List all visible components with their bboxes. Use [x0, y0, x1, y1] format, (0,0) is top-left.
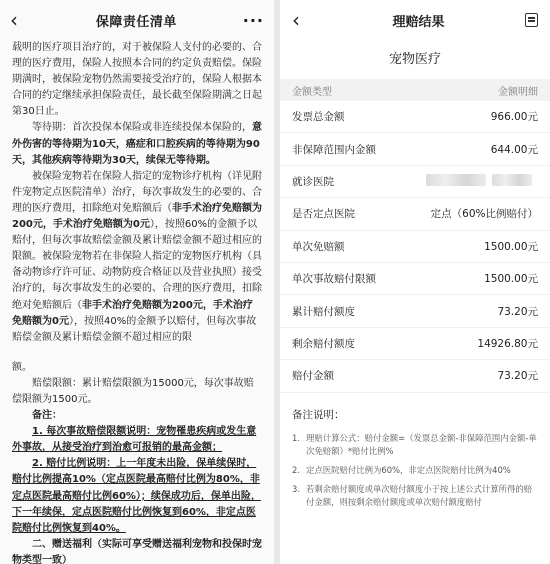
table-row [280, 101, 550, 133]
row-label: 非保障范围内金额 [292, 143, 376, 156]
right-header [280, 0, 550, 40]
back-icon[interactable]: ‹ [10, 8, 18, 32]
note-2: 2. 赔付比例说明：上一年度未出险，保单续保时，赔付比例提高10%（定点医院最高赔付比例为80%，非定点医院最高赔付比例60%）；续保成功后，保单出险，下一年续保，定点医院赔付比例恢复到60%，非定点医院赔付比例恢复到40%。 [12, 458, 261, 534]
page-title: 理赔结果 [392, 14, 445, 30]
payout-text-b: 非手术治疗免赔额为200元，手术治疗免赔额为0元 [12, 202, 262, 231]
payout-text-c: ），按照60%的金额予以赔付，但每次事故赔偿金额及累计赔偿金额不超过相应的限额。被保险宠物若在非保险人指定的宠物医疗机构（具备动物诊疗许可证、动物防疫合格证以及营业执照）接受治疗的，每次事故发生的必要的、合理的医疗费用，扣除绝对免赔额后（ [12, 219, 262, 311]
note-item [292, 432, 538, 458]
product-name: 宠物医疗 [388, 52, 441, 67]
payout-text-f: 额。 [12, 361, 32, 373]
waiting-period-paragraph [12, 120, 262, 168]
note-item [292, 483, 538, 509]
table-row [280, 166, 550, 198]
note-number: 2. [292, 464, 300, 475]
more-icon[interactable]: ··· [242, 10, 264, 30]
row-value: 1500.00元 [484, 240, 538, 253]
table-row [280, 198, 550, 230]
claim-table [280, 101, 550, 393]
row-label: 是否定点医院 [292, 208, 355, 221]
limit-paragraph: 赔偿限额：累计赔偿限额为15000元，每次事故赔偿限额为1500元。 [12, 377, 254, 405]
coverage-body [0, 40, 274, 564]
row-label: 剩余赔付额度 [292, 337, 355, 350]
waiting-period-lead: 等待期：首次投保本保险或非连续投保本保险的， [32, 122, 252, 134]
document-icon[interactable] [525, 13, 538, 27]
coverage-paragraph: 载明的医疗项目治疗的，对于被保险人支付的必要的、合理的医疗费用，保险人按照本合同的约定负责赔偿。保险期满时，被保险宠物仍然需要接受治疗的，保险人根据本合同的约定继续承担保险责任，最长截至保险期满之日起第30日止。 [12, 42, 262, 118]
row-label: 单次事故赔付限额 [292, 273, 376, 286]
row-value: 73.20元 [497, 305, 538, 318]
row-label: 单次免赔额 [292, 240, 345, 253]
column-header-amount: 金额明细 [498, 86, 538, 98]
table-row [280, 231, 550, 263]
row-value: 644.00元 [490, 143, 538, 156]
payout-text-d: 非手术治疗免赔额为200元，手术治疗免赔额为0元 [12, 299, 253, 327]
note-item [292, 464, 538, 477]
note-1: 1. 每次事故赔偿限额说明：宠物罹患疾病或发生意外事故，从接受治疗到治愈可报销的最高金额； [12, 426, 257, 454]
table-row [280, 263, 550, 295]
row-label: 累计赔付额度 [292, 305, 355, 318]
note-text: 若剩余赔付额度或单次赔付额度小于按上述公式计算所得的赔付金额，则按剩余赔付额度或单次赔付额度赔付 [306, 483, 533, 507]
payout-paragraph [12, 169, 262, 346]
column-header-type: 金额类型 [292, 86, 332, 98]
table-row [280, 360, 550, 392]
notes-title: 备注说明： [292, 408, 345, 421]
note-number: 1. [292, 432, 300, 443]
table-row [280, 328, 550, 360]
notes-section [280, 393, 550, 509]
row-value: 73.20元 [497, 370, 538, 383]
row-label: 就诊医院 [292, 175, 334, 188]
note-text: 定点医院赔付比例为60%，非定点医院赔付比例为40% [306, 464, 511, 475]
back-icon[interactable]: ‹ [292, 8, 300, 32]
payout-text-a: 被保险宠物若在保险人指定的宠物诊疗机构（详见附件宠物定点医院清单）治疗，每次事故发生的必要的、合理的医疗费用，扣除绝对免赔额后（ [12, 170, 262, 214]
note-title: 备注： [32, 410, 62, 422]
table-row [280, 295, 550, 327]
row-label: 赔付金额 [292, 370, 334, 383]
hospital-name-redacted [426, 174, 538, 189]
claim-result-screen [280, 0, 550, 564]
row-value: 1500.00元 [484, 273, 538, 286]
row-value: 定点（60%比例赔付） [430, 208, 538, 221]
row-value: 14926.80元 [477, 337, 538, 350]
coverage-list-screen [0, 0, 274, 564]
note-text: 理赔计算公式：赔付金额=（发票总金额-非保障范围内金额-单次免赔额）*赔付比例% [306, 432, 537, 456]
row-value: 966.00元 [490, 111, 538, 124]
left-header [0, 0, 274, 40]
page-title: 保障责任清单 [95, 14, 177, 30]
note-number: 3. [292, 483, 300, 494]
table-header [280, 79, 550, 101]
waiting-period-bold: 意外伤害的等待期为10天，癌症和口腔疾病的等待期为90天，其他疾病等待期为30天，续保无等待期。 [12, 122, 262, 166]
table-row [280, 133, 550, 165]
gift-heading: 二、赠送福利（实际可享受赠送福利宠物和投保时宠物类型一致） [12, 538, 262, 564]
payout-text-e: ），按照40%的金额予以赔付，但每次事故赔偿金额及累计赔偿金额不超过相应的限 [12, 315, 257, 343]
row-label: 发票总金额 [292, 111, 345, 124]
